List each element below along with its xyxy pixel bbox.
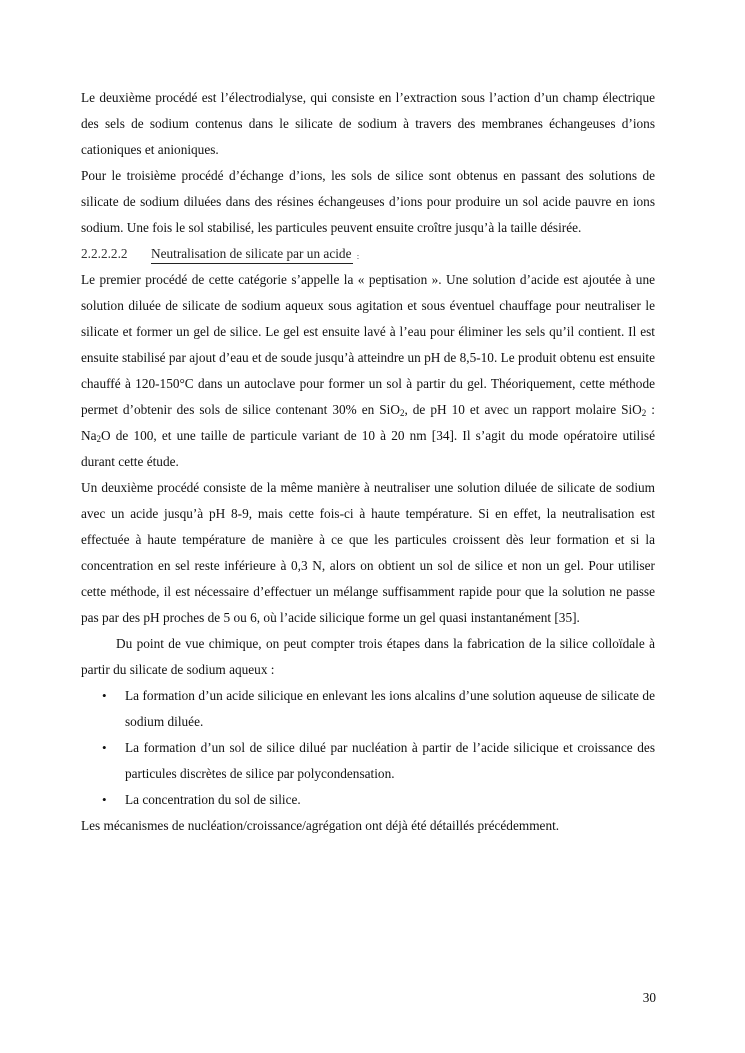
list-item: • La formation d’un sol de silice dilué par nucléation à partir de l’acide silicique et croissance des particules discrètes de silice par polycondensation. <box>81 735 655 787</box>
section-title: Neutralisation de silicate par un acide <box>151 245 353 264</box>
paragraph-mechanisms: Les mécanismes de nucléation/croissance/agrégation ont déjà été détaillés précédemment. <box>81 818 560 833</box>
paragraph-chemical-steps: Du point de vue chimique, on peut compter trois étapes dans la fabrication de la silice colloïdale à partir du silicate de sodium aqueux : <box>81 636 655 677</box>
bullet-icon: • <box>102 740 107 755</box>
list-item: • La formation d’un acide silicique en enlevant les ions alcalins d’une solution aqueuse de silicate de sodium diluée. <box>81 683 655 735</box>
paragraph-high-temperature: Un deuxième procédé consiste de la même manière à neutraliser une solution diluée de silicate de sodium avec un acide jusqu’à pH 8-9, mais cette fois-ci à haute température. Si en effet, la neutralisation est effectuée à haute température de manière à ce que les particules croissent dès leur formation et si la concentration en sel reste inférieure à 0,3 N, alors on obtient un sol de silice et non un gel. Pour utiliser cette méthode, il est nécessaire d’effectuer un mélange suffisamment rapide pour que la solution ne passe pas par des pH proches de 5 ou 6, où l’acide silicique forme un gel quasi instantanément [35]. <box>81 480 655 625</box>
subscript: 2 <box>641 408 647 418</box>
page-number: 30 <box>642 990 656 1005</box>
steps-list <box>81 683 655 813</box>
bullet-icon: • <box>102 792 107 807</box>
bullet-icon: • <box>102 688 107 703</box>
list-item: • La concentration du sol de silice. <box>81 787 655 813</box>
section-number: 2.2.2.2.2 <box>81 246 128 261</box>
section-heading <box>81 241 655 267</box>
paragraph-peptisation: Le premier procédé de cette catégorie s’appelle la « peptisation ». Une solution d’acide est ajoutée à une solution diluée de silicate de sodium aqueux sous agitation et sous éventuel chauffage pour neutraliser le silicate et former un gel de silice. Le gel est ensuite lavé à l’eau pour éliminer les sels qu’il contient. Il est ensuite stabilisé par ajout d’eau et de soude jusqu’à atteindre un pH de 8,5-10. Le produit obtenu est ensuite chauffé à 120-150°C dans un autoclave pour former un sol à partir du gel. Théoriquement, cette méthode permet d’obtenir des sols de silice contenant 30% en SiO$_2$, de pH 10 et avec un rapport molaire SiO$_2$ : $Na_2O$ de 100, et une taille de particule variant de 10 à 20 nm [34]. Il s’agit du mode opératoire utilisé durant cette étude. <box>81 272 655 469</box>
paragraph-ion-exchange: Pour le troisième procédé d’échange d’ions, les sols de silice sont obtenus en passant des solutions de silicate de sodium diluées dans des résines échangeuses d’ions pour produire un sol acide pauvre en ions sodium. Une fois le sol stabilisé, les particules peuvent ensuite croître jusqu’à la taille désirée. <box>81 168 655 235</box>
paragraph-electrodialysis: Le deuxième procédé est l’électrodialyse, qui consiste en l’extraction sous l’action d’un champ électrique des sels de sodium contenus dans le silicate de sodium à travers des membranes échangeuses d’ions cationiques et anioniques. <box>81 90 655 157</box>
subscript: 2 <box>96 434 102 444</box>
subscript: 2 <box>399 408 405 418</box>
document-page <box>81 85 655 839</box>
section-title-colon: : <box>356 252 360 261</box>
